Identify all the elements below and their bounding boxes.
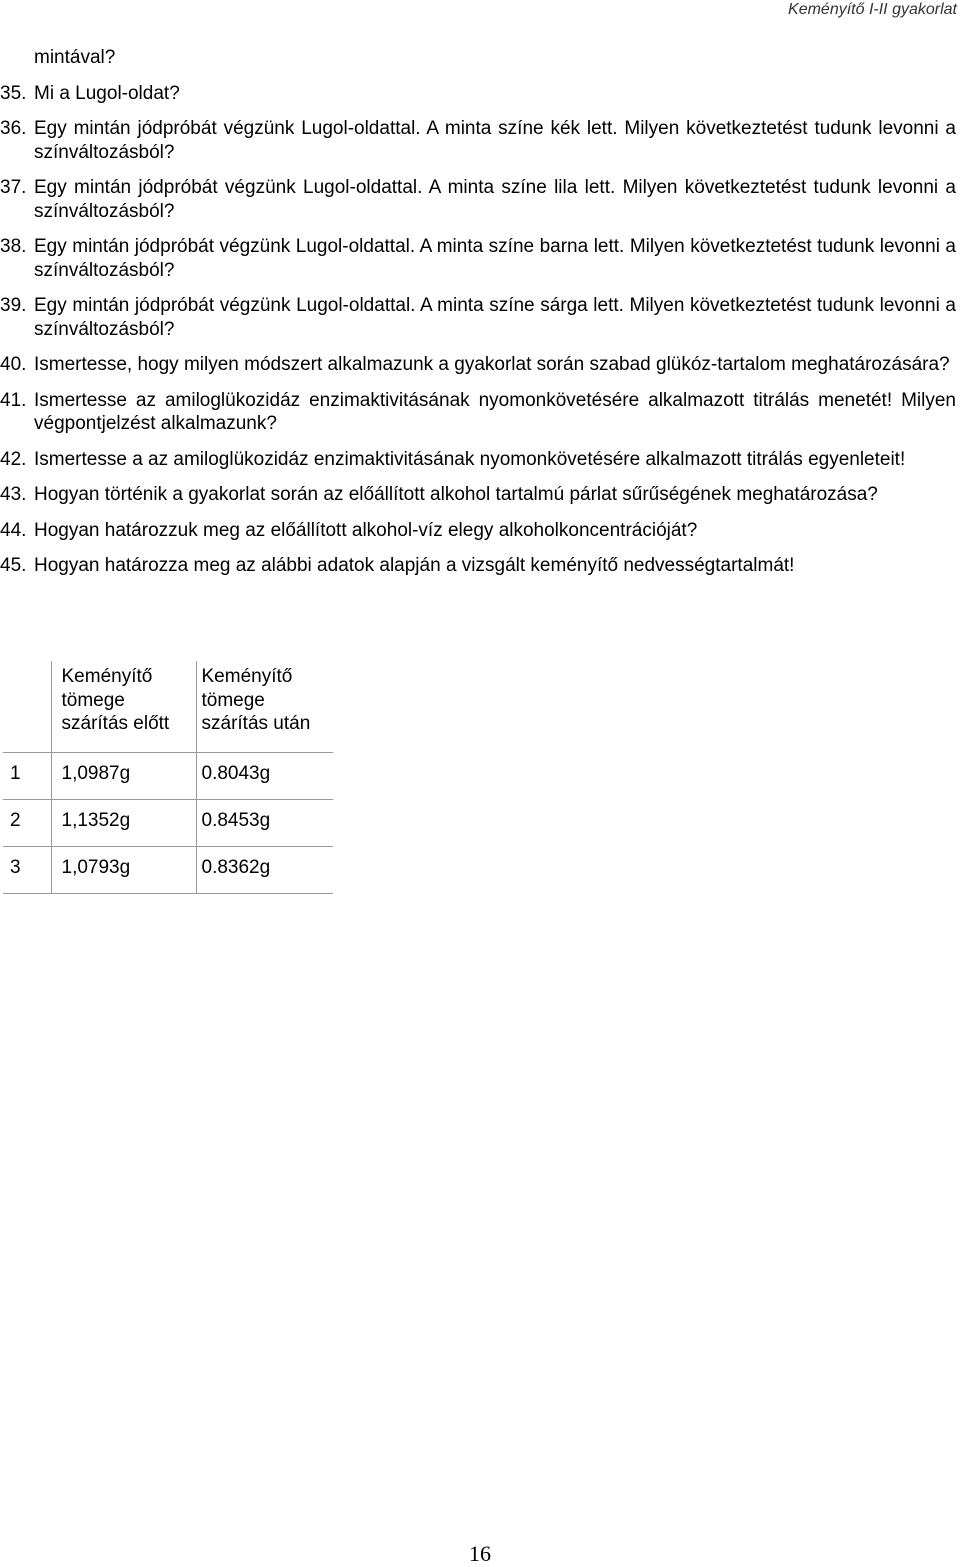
question-40	[0, 353, 956, 377]
question-text: Ismertesse a az amiloglükozidáz enzimaktivitásának nyomonkövetésére alkalmazott titrálás egyenleteit!	[34, 448, 906, 470]
table-cell: 2	[3, 799, 51, 846]
question-text: Mi a Lugol-oldat?	[34, 82, 180, 104]
table-cell: 0.8453g	[196, 799, 333, 846]
question-text: Egy mintán jódpróbát végzünk Lugol-oldattal. A minta színe lila lett. Milyen következtetést tudunk levonni a színváltozásból?	[34, 177, 956, 222]
question-number: 41.	[0, 389, 27, 411]
question-43	[0, 483, 956, 507]
table-cell: 1	[3, 752, 51, 799]
question-number: 38.	[0, 236, 27, 257]
question-number: 44.	[0, 519, 27, 541]
running-header: Keményítő I-II gyakorlat	[788, 1, 957, 18]
question-35	[0, 82, 956, 106]
question-number: 43.	[0, 484, 27, 505]
question-44	[0, 519, 956, 543]
question-number: 37.	[0, 177, 27, 198]
question-number: 42.	[0, 448, 27, 470]
question-36	[0, 117, 956, 164]
question-42	[0, 448, 956, 472]
question-38	[0, 235, 956, 282]
question-text: Egy mintán jódpróbát végzünk Lugol-oldattal. A minta színe barna lett. Milyen következtetést tudunk levonni a színváltozásból?	[34, 236, 956, 281]
table-cell: 1,1352g	[51, 799, 196, 846]
continuation-text: mintával?	[34, 47, 116, 68]
question-number: 39.	[0, 295, 27, 316]
question-text: Egy mintán jódpróbát végzünk Lugol-oldattal. A minta színe sárga lett. Milyen következtetést tudunk levonni a színváltozásból?	[34, 295, 956, 340]
table-cell: 3	[3, 846, 51, 893]
question-37	[0, 176, 956, 223]
question-number: 40.	[0, 354, 27, 375]
question-39	[0, 294, 956, 341]
question-number: 45.	[0, 555, 27, 576]
table-row	[3, 752, 333, 799]
question-text: Ismertesse az amiloglükozidáz enzimaktivitásának nyomonkövetésére alkalmazott titrálás menetét! Milyen végpontjelzést alkalmazunk?	[34, 389, 956, 434]
moisture-data-table	[3, 661, 333, 894]
question-list	[0, 46, 960, 578]
question-text: Hogyan határozzuk meg az előállított alkohol-víz elegy alkoholkoncentrációját?	[34, 519, 698, 541]
table-row	[3, 846, 333, 893]
question-number: 35.	[0, 82, 27, 104]
question-text: Hogyan történik a gyakorlat során az előállított alkohol tartalmú párlat sűrűségének meghatározása?	[34, 484, 878, 505]
table-header-cell: Keményítő tömege szárítás után	[196, 661, 333, 752]
page-number: 16	[469, 1541, 491, 1566]
question-text: Hogyan határozza meg az alábbi adatok alapján a vizsgált keményítő nedvességtartalmát!	[34, 555, 795, 576]
table-header-row	[3, 661, 333, 752]
table-cell: 0.8362g	[196, 846, 333, 893]
table-cell: 0.8043g	[196, 752, 333, 799]
question-text: Egy mintán jódpróbát végzünk Lugol-oldattal. A minta színe kék lett. Milyen következtetést tudunk levonni a színváltozásból?	[34, 118, 956, 163]
question-text: Ismertesse, hogy milyen módszert alkalmazunk a gyakorlat során szabad glükóz-tartalom meghatározására?	[34, 354, 950, 375]
table-header-cell: Keményítő tömege szárítás előtt	[51, 661, 196, 752]
question-number: 36.	[0, 118, 27, 139]
table-cell: 1,0793g	[51, 846, 196, 893]
question-41	[0, 389, 956, 436]
table-cell: 1,0987g	[51, 752, 196, 799]
table-header-cell	[3, 661, 51, 752]
table-row	[3, 799, 333, 846]
question-45	[0, 554, 956, 578]
